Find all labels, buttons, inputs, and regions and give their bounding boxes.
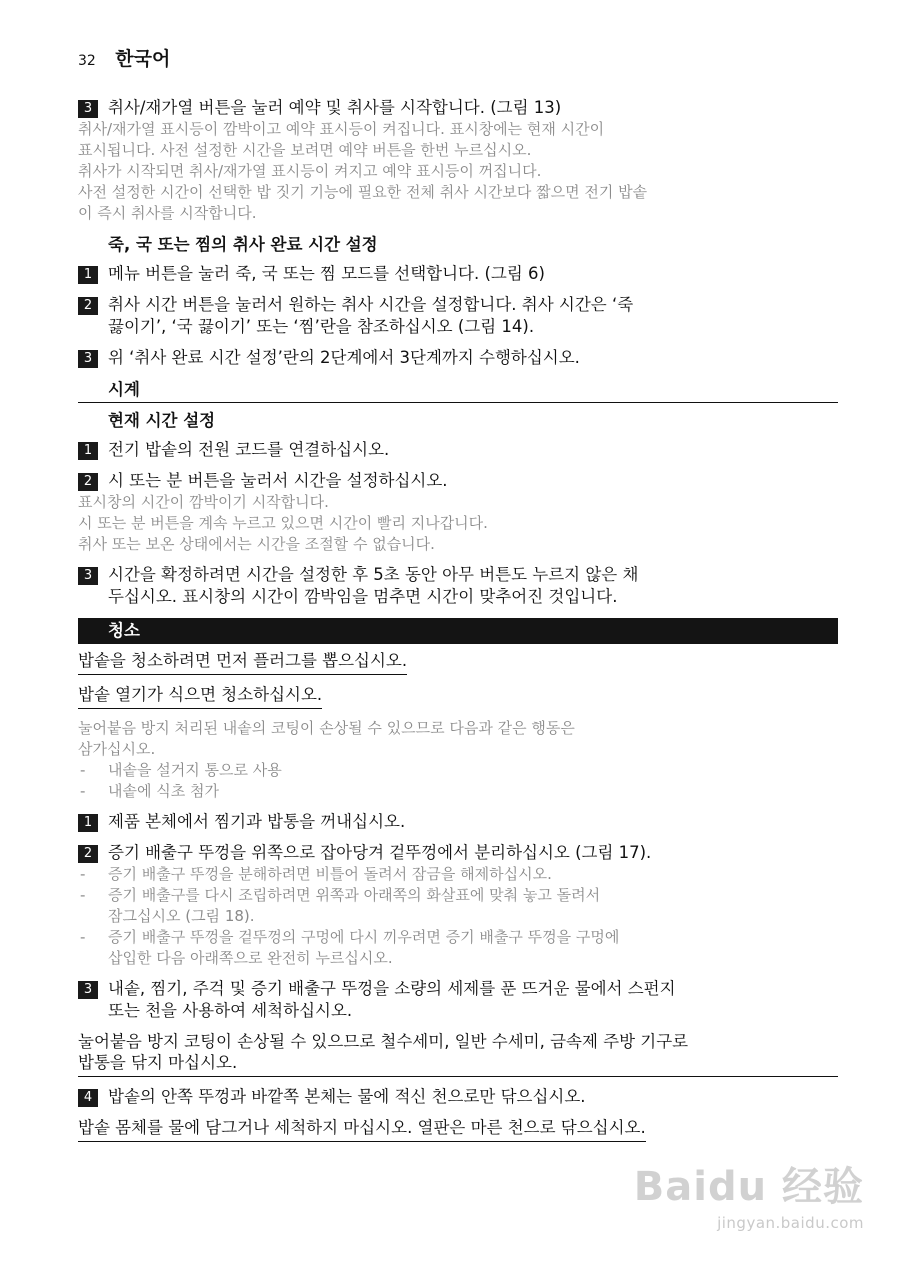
caution-item-text: 내솥에 식초 첨가 [108, 782, 219, 800]
step-number-badge: 2 [78, 297, 98, 315]
step-number-badge: 2 [78, 845, 98, 863]
step-item [78, 97, 838, 119]
start-cooking-step [78, 97, 838, 224]
step-item [78, 263, 838, 285]
step-item [78, 811, 838, 833]
baidu-logo-icon: Baidu 经验 [633, 1164, 864, 1210]
steam-vent-step [78, 842, 838, 969]
note-line: 취사/재가열 표시등이 깜박이고 예약 표시등이 켜집니다. 표시창에는 현재 시간이 [78, 120, 605, 138]
step-text: 전기 밥솥의 전원 코드를 연결하십시오. [108, 440, 390, 459]
step-item [78, 1086, 838, 1108]
step-item [78, 347, 838, 369]
note-line: 사전 설정한 시간이 선택한 밥 짓기 기능에 필요한 전체 취사 시간보다 짧으면 전기 밥솥 [78, 183, 648, 201]
note-line: 취사 또는 보온 상태에서는 시간을 조절할 수 없습니다. [78, 535, 435, 553]
step-text: 메뉴 버튼을 눌러 죽, 국 또는 찜 모드를 선택합니다. (그림 6) [108, 264, 545, 283]
note-line: 이 즉시 취사를 시작합니다. [78, 204, 257, 222]
warning-text: 밥솥 열기가 식으면 청소하십시오. [78, 684, 322, 709]
caution-line: 삼가십시오. [78, 740, 156, 758]
step-text: 위 ‘취사 완료 시간 설정’란의 2단계에서 3단계까지 수행하십시오. [108, 348, 580, 367]
sub-item-line: 증기 배출구 뚜껑을 분해하려면 비틀어 돌려서 잠금을 해제하십시오. [108, 865, 552, 883]
step-item [78, 978, 838, 1022]
step-number-badge: 4 [78, 1089, 98, 1107]
step-text-line: 시간을 확정하려면 시간을 설정한 후 5초 동안 아무 버튼도 누르지 않은 채 [108, 565, 639, 584]
step-text-line: 끓이기’, ‘국 끓이기’ 또는 ‘찜’란을 참조하십시오 (그림 14). [108, 317, 535, 336]
step-text-line: 취사 시간 버튼을 눌러서 원하는 취사 시간을 설정합니다. 취사 시간은 ‘죽 [108, 295, 634, 314]
step-number-badge: 3 [78, 100, 98, 118]
step-text: 밥솥의 안쪽 뚜껑과 바깥쪽 본체는 물에 적신 천으로만 닦으십시오. [108, 1087, 586, 1106]
sub-item-line: 증기 배출구 뚜껑을 겉뚜껑의 구멍에 다시 끼우려면 증기 배출구 뚜껑을 구멍에 [108, 928, 620, 946]
step-text: 증기 배출구 뚜껑을 위쪽으로 잡아당겨 겉뚜껑에서 분리하십시오 (그림 17). [108, 843, 652, 862]
step-item [78, 439, 838, 461]
step-number-badge: 3 [78, 567, 98, 585]
language-title: 한국어 [115, 48, 171, 70]
note-line: 표시창의 시간이 깜박이기 시작합니다. [78, 493, 329, 511]
step-number-badge: 3 [78, 350, 98, 368]
step-number-badge: 1 [78, 814, 98, 832]
note-line: 취사가 시작되면 취사/재가열 표시등이 켜지고 예약 표시등이 꺼집니다. [78, 162, 542, 180]
warning-text: 밥솥 몸체를 물에 담그거나 세척하지 마십시오. 열판은 마른 천으로 닦으십시오. [78, 1117, 646, 1142]
step-item [78, 564, 838, 608]
step-text-line: 내솥, 찜기, 주걱 및 증기 배출구 뚜껑을 소량의 세제를 푼 뜨거운 물에서 스펀지 [108, 979, 676, 998]
caution-item: - 내솥을 설거지 통으로 사용 [80, 761, 282, 779]
watermark-url: jingyan.baidu.com [717, 1214, 864, 1232]
step-text: 시 또는 분 버튼을 눌러서 시간을 설정하십시오. [108, 471, 448, 490]
sub-item-line: 삽입한 다음 아래쪽으로 완전히 누르십시오. [108, 949, 393, 967]
sub-item: - 증기 배출구를 다시 조립하려면 위쪽과 아래쪽의 화살표에 맞춰 놓고 돌려서 잠그십시오 (그림 18). [78, 885, 838, 927]
warning-line: 눌어붙음 방지 코팅이 손상될 수 있으므로 철수세미, 일반 수세미, 금속제 주방 기구로 [78, 1032, 689, 1051]
cleaning-section-title: 청소 [78, 618, 838, 644]
step-number-badge: 3 [78, 981, 98, 999]
porridge-heading: 죽, 국 또는 찜의 취사 완료 시간 설정 [108, 235, 378, 254]
warning-text [78, 1031, 838, 1077]
set-time-step [78, 470, 838, 555]
note-line: 시 또는 분 버튼을 계속 누르고 있으면 시간이 빨리 지나갑니다. [78, 514, 488, 532]
note-line: 표시됩니다. 사전 설정한 시간을 보려면 예약 버튼을 한번 누르십시오. [78, 141, 532, 159]
document-body [78, 97, 838, 1151]
watermark [634, 1155, 864, 1232]
sub-item-line: 잠그십시오 (그림 18). [108, 907, 255, 925]
step-text-line: 또는 천을 사용하여 세척하십시오. [108, 1001, 353, 1020]
sub-item-line: 증기 배출구를 다시 조립하려면 위쪽과 아래쪽의 화살표에 맞춰 놓고 돌려서 [108, 886, 601, 904]
step-item [78, 294, 838, 338]
step-number-badge: 1 [78, 442, 98, 460]
step-item [78, 842, 838, 864]
warning-text: 밥솥을 청소하려면 먼저 플러그를 뽑으십시오. [78, 650, 407, 675]
caution-item-text: 내솥을 설거지 통으로 사용 [108, 761, 282, 779]
clock-section-title: 시계 [78, 378, 838, 403]
step-text: 취사/재가열 버튼을 눌러 예약 및 취사를 시작합니다. (그림 13) [108, 98, 562, 117]
page-number: 32 [78, 53, 96, 69]
warning-line: 밥통을 닦지 마십시오. [78, 1053, 238, 1072]
step-item [78, 470, 838, 492]
sub-item: - 증기 배출구 뚜껑을 분해하려면 비틀어 돌려서 잠금을 해제하십시오. [78, 864, 838, 885]
step-text-line: 두십시오. 표시창의 시간이 깜박임을 멈추면 시간이 맞추어진 것입니다. [108, 587, 618, 606]
caution-block [78, 718, 838, 802]
step-number-badge: 2 [78, 473, 98, 491]
caution-item: - 내솥에 식초 첨가 [80, 782, 219, 800]
caution-line: 눌어붙음 방지 처리된 내솥의 코팅이 손상될 수 있으므로 다음과 같은 행동은 [78, 719, 575, 737]
sub-item: - 증기 배출구 뚜껑을 겉뚜껑의 구멍에 다시 끼우려면 증기 배출구 뚜껑을 구멍에 삽입한 다음 아래쪽으로 완전히 누르십시오. [78, 927, 838, 969]
step-number-badge: 1 [78, 266, 98, 284]
set-time-heading: 현재 시간 설정 [108, 411, 216, 430]
page-header [78, 44, 170, 71]
step-text: 제품 본체에서 찜기과 밥통을 꺼내십시오. [108, 812, 406, 831]
